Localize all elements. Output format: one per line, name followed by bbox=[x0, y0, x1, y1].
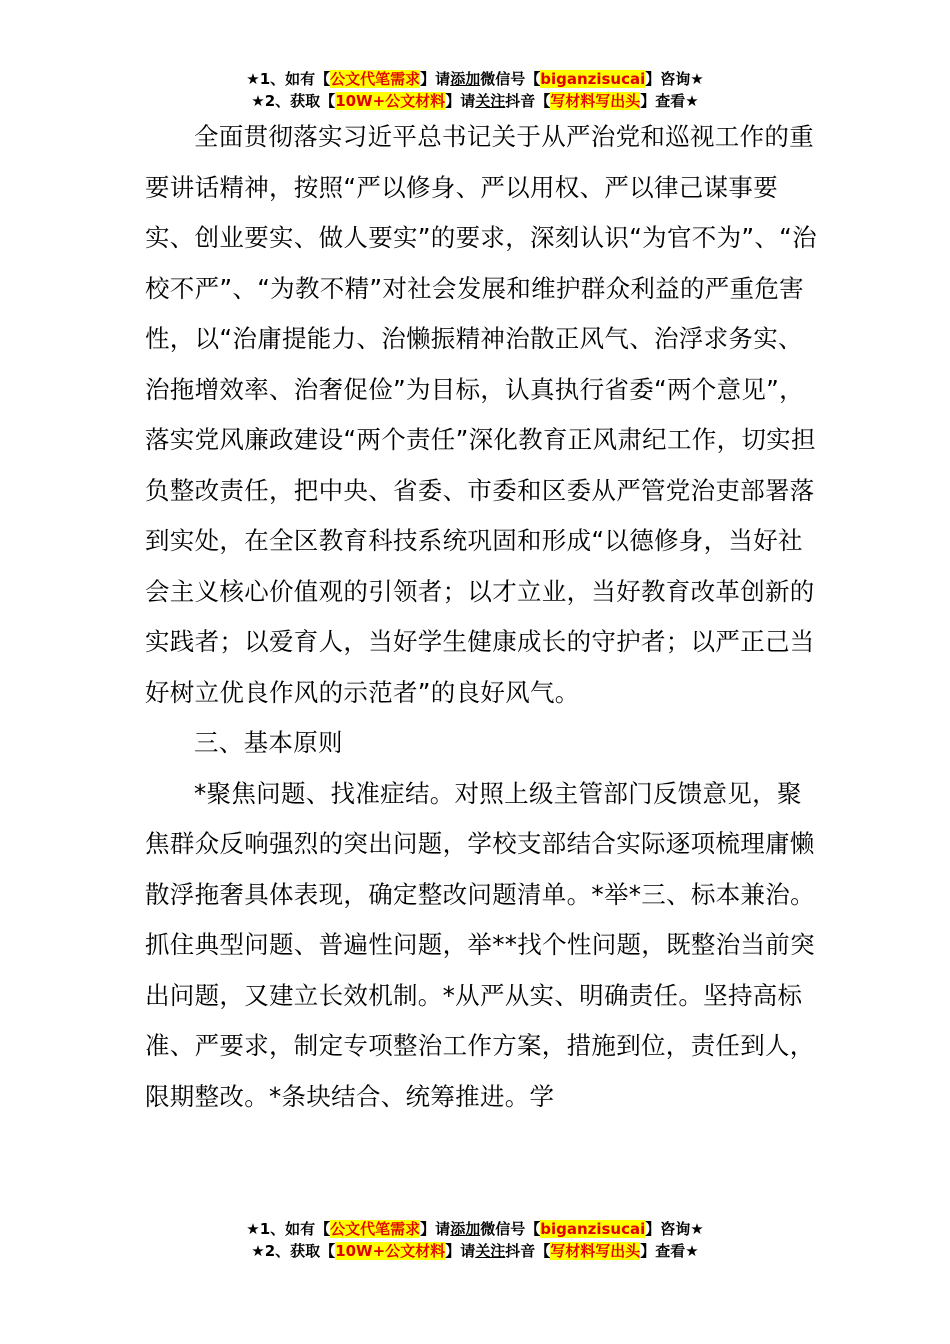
banner-text: 】请 bbox=[445, 1242, 476, 1260]
highlight-service: 公文代笔需求 bbox=[330, 1220, 421, 1238]
highlight-materials: 10W+公文材料 bbox=[335, 1242, 446, 1260]
body-paragraph: *聚焦问题、找准症结。对照上级主管部门反馈意见，聚焦群众反响强烈的突出问题，学校支部结合实际逐项梳理庸懒散浮拖奢具体表现，确定整改问题清单。*举*三、标本兼治。抓住典型问题、普遍性问题，举**找个性问题，既整治当前突出问题，又建立长效机制。*从严从实、明确责任。坚持高标准、严要求，制定专项整治工作方案，措施到位，责任到人，限期整改。*条块结合、统筹推进。学 bbox=[145, 778, 815, 1111]
banner-text: ★2、获取【 bbox=[251, 1242, 336, 1260]
banner-text: 】请 bbox=[420, 70, 451, 88]
highlight-douyin-id: 写材料写出头 bbox=[550, 92, 641, 110]
body-paragraph: 全面贯彻落实习近平总书记关于从严治党和巡视工作的重要讲话精神，按照“严以修身、严以用权、严以律己谋事要实、创业要实、做人要实”的要求，深刻认识“为官不为”、“治校不严”、“为教不精”对社会发展和维护群众利益的严重危害性，以“治庸提能力、治懒振精神治散正风气、治浮求务实、治拖增效率、治奢促俭”为目标，认真执行省委“两个意见”，落实党风廉政建设“两个责任”深化教育正风肃纪工作，切实担负整改责任，把中央、省委、市委和区委从严管党治吏部署落到实处，在全区教育科技系统巩固和形成“以德修身，当好社会主义核心价值观的引领者；以才立业，当好教育改革创新的实践者；以爱育人，当好学生健康成长的守护者；以严正己当好树立优良作风的示范者”的良好风气。 bbox=[145, 122, 817, 707]
top-banner bbox=[0, 68, 950, 112]
banner-text: 】请 bbox=[445, 92, 476, 110]
banner-text: 】查看★ bbox=[640, 1242, 699, 1260]
banner-text: 】请 bbox=[420, 1220, 451, 1238]
banner-text: 抖音【 bbox=[505, 92, 551, 110]
banner-line-2 bbox=[0, 90, 950, 112]
banner-text: 】查看★ bbox=[640, 92, 699, 110]
document-body bbox=[145, 112, 825, 1122]
banner-text: ★2、获取【 bbox=[251, 92, 336, 110]
banner-line-1 bbox=[0, 1218, 950, 1240]
banner-text: ★1、如有【 bbox=[246, 1220, 331, 1238]
highlight-wechat-id: biganzisucai bbox=[540, 70, 646, 88]
banner-line-2 bbox=[0, 1240, 950, 1262]
banner-text: 微信号【 bbox=[480, 70, 541, 88]
bottom-banner bbox=[0, 1218, 950, 1262]
banner-underlined: 添加 bbox=[450, 1220, 481, 1238]
banner-underlined: 关注 bbox=[475, 92, 506, 110]
section-heading: 三、基本原则 bbox=[194, 728, 343, 757]
banner-underlined: 添加 bbox=[450, 70, 481, 88]
highlight-materials: 10W+公文材料 bbox=[335, 92, 446, 110]
highlight-wechat-id: biganzisucai bbox=[540, 1220, 646, 1238]
banner-text: 微信号【 bbox=[480, 1220, 541, 1238]
banner-text: ★1、如有【 bbox=[246, 70, 331, 88]
banner-text: 抖音【 bbox=[505, 1242, 551, 1260]
banner-line-1 bbox=[0, 68, 950, 90]
banner-underlined: 关注 bbox=[475, 1242, 506, 1260]
banner-text: 】咨询★ bbox=[645, 1220, 704, 1238]
banner-text: 】咨询★ bbox=[645, 70, 704, 88]
highlight-douyin-id: 写材料写出头 bbox=[550, 1242, 641, 1260]
highlight-service: 公文代笔需求 bbox=[330, 70, 421, 88]
